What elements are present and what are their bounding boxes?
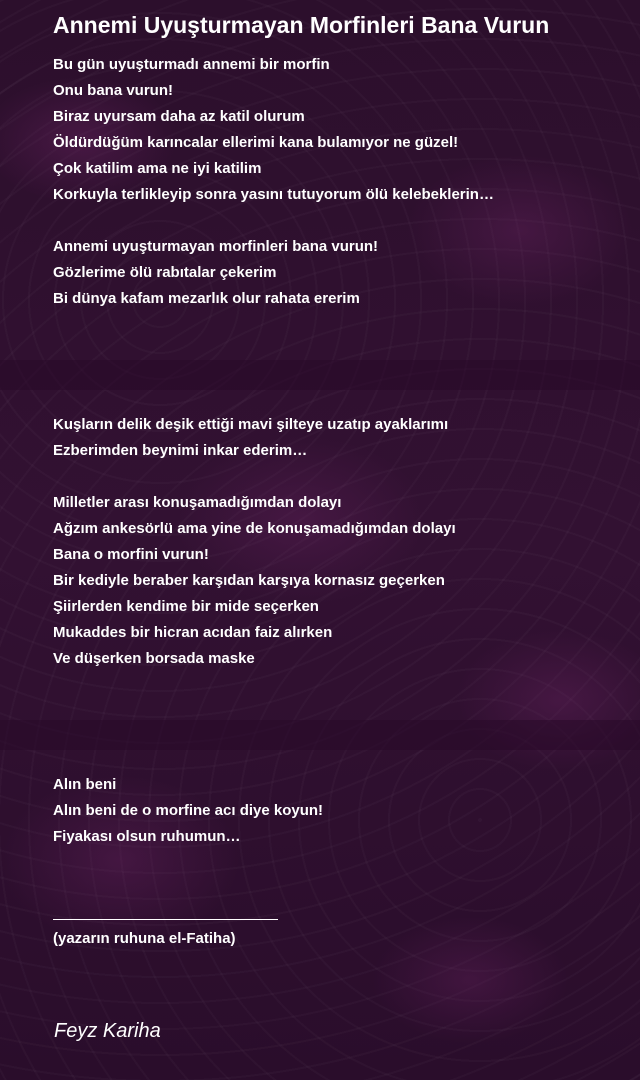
poem-line: Alın beni: [53, 776, 117, 793]
poem-title: Annemi Uyuşturmayan Morfinleri Bana Vurun: [53, 12, 550, 38]
stanza-gap: [53, 464, 456, 490]
poem-line: Öldürdüğüm karıncalar ellerimi kana bulamıyor ne güzel!: [53, 134, 459, 151]
poem-line: Kuşların delik deşik ettiği mavi şilteye uzatıp ayaklarımı: [53, 416, 449, 433]
stanza-gap: [53, 208, 494, 234]
dedication-text: (yazarın ruhuna el-Fatiha): [53, 930, 236, 947]
poem-line: Bu gün uyuşturmadı annemi bir morfin: [53, 56, 330, 73]
poem-line: Şiirlerden kendime bir mide seçerken: [53, 598, 319, 615]
poem-line: Milletler arası konuşamadığımdan dolayı: [53, 494, 342, 511]
poem-line: Korkuyla terlikleyip sonra yasını tutuyorum ölü kelebeklerin…: [53, 186, 494, 203]
divider-line: [53, 919, 278, 920]
author-name: Feyz Kariha: [54, 1020, 161, 1042]
poem-block-1: [53, 52, 494, 312]
poem-line: Çok katilim ama ne iyi katilim: [53, 160, 262, 177]
poem-line: Gözlerime ölü rabıtalar çekerim: [53, 264, 277, 281]
background-band: [0, 720, 640, 750]
poem-line: Alın beni de o morfine acı diye koyun!: [53, 802, 324, 819]
poem-block-2: [53, 412, 456, 672]
poem-line: Onu bana vurun!: [53, 82, 173, 99]
poem-line: Annemi uyuşturmayan morfinleri bana vurun!: [53, 238, 379, 255]
poem-line: Mukaddes bir hicran acıdan faiz alırken: [53, 624, 333, 641]
poem-line: Fiyakası olsun ruhumun…: [53, 828, 241, 845]
poem-line: Ezberimden beynimi inkar ederim…: [53, 442, 308, 459]
background-band: [0, 360, 640, 390]
poem-line: Bi dünya kafam mezarlık olur rahata ererim: [53, 290, 360, 307]
poem-line: Ve düşerken borsada maske: [53, 650, 255, 667]
poem-line: Biraz uyursam daha az katil olurum: [53, 108, 305, 125]
poem-line: Bana o morfini vurun!: [53, 546, 209, 563]
poem-line: Bir kediyle beraber karşıdan karşıya kornasız geçerken: [53, 572, 445, 589]
poem-block-3: [53, 772, 323, 850]
poem-line: Ağzım ankesörlü ama yine de konuşamadığımdan dolayı: [53, 520, 456, 537]
